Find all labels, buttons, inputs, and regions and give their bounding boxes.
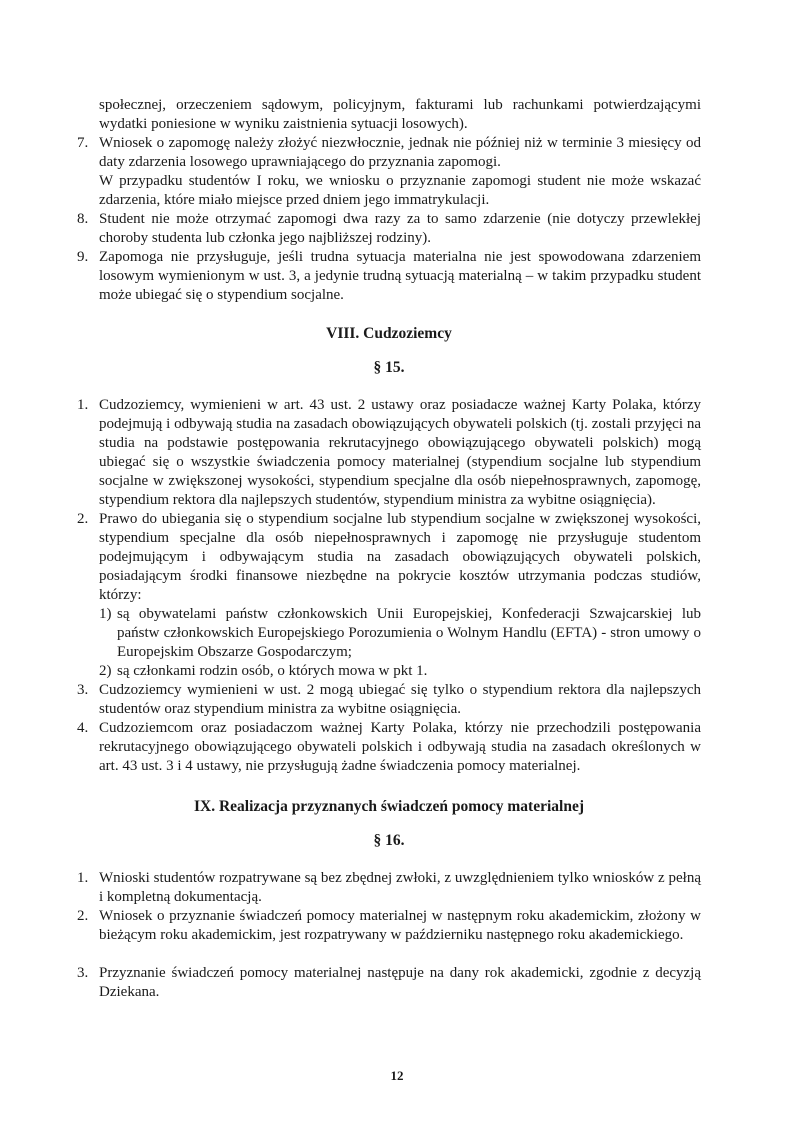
item-number: 8. xyxy=(77,211,89,227)
sub-item-number: 2) xyxy=(99,663,112,679)
list-item-1 xyxy=(77,396,701,510)
list-item-4 xyxy=(77,719,701,776)
document-page xyxy=(77,96,701,1002)
list-item-3 xyxy=(77,964,701,1002)
item-text: Zapomoga nie przysługuje, jeśli trudna sytuacja materialna nie jest spowodowana zdarzeniem losowym wymienionym w ust. 3, a jedynie trudną sytuacją materialną – w takim przypadku student może ubiegać się o stypendium socjalne. xyxy=(99,249,701,303)
item-number: 1. xyxy=(77,870,89,886)
item-text: Prawo do ubiegania się o stypendium socjalne lub stypendium socjalne w zwiększonej wysokości, stypendium specjalne dla osób niepełnosprawnych i zapomogę nie przysługuje studentom podejmującym i odbywającym studia na zasadach obowiązujących obywateli polskich, posiadającym środki finansowe niezbędne na pokrycie kosztów utrzymania podczas studiów, którzy: xyxy=(99,511,701,603)
sub-item-text: są obywatelami państw członkowskich Unii Europejskiej, Konfederacji Szwajcarskiej lub państw członkowskich Europejskiego Porozumienia o Wolnym Handlu (EFTA) - stron umowy o Europejskim Obszarze Gospodarczym; xyxy=(117,606,701,660)
item-text: Przyznanie świadczeń pomocy materialnej następuje na dany rok akademicki, zgodnie z decyzją Dziekana. xyxy=(99,965,701,1000)
list-item-9 xyxy=(77,248,701,305)
item-text: W przypadku studentów I roku, we wniosku o przyznanie zapomogi student nie może wskazać zdarzenia, które miało miejsce przed dniem jego immatrykulacji. xyxy=(99,173,701,208)
sub-item-2 xyxy=(77,662,701,681)
list-item-7-continuation xyxy=(77,172,701,210)
paragraph-symbol: § 16. xyxy=(373,832,405,849)
item-text: Cudzoziemcy, wymienieni w art. 43 ust. 2 ustawy oraz posiadacze ważnej Karty Polaka, którzy podejmują i odbywają studia na zasadach obowiązujących obywateli polskich (tj. zostali przyjęci na studia na podstawie postępowania rekrutacyjnego obowiązującego obywateli polskich) mogą ubiegać się o wszystkie świadczenia pomocy materialnej (stypendium socjalne lub stypendium socjalne w zwiększonej wysokości, stypendium specjalne dla osób niepełnosprawnych, zapomogę, stypendium rektora dla najlepszych studentów, stypendium ministra za wybitne osiągnięcia). xyxy=(99,397,701,508)
item-number: 9. xyxy=(77,249,89,265)
sub-item-1 xyxy=(77,605,701,662)
sub-item-text: są członkami rodzin osób, o których mowa w pkt 1. xyxy=(117,663,428,679)
list-item-1 xyxy=(77,869,701,907)
item-number: 1. xyxy=(77,397,89,413)
item-text: Cudzoziemcy wymienieni w ust. 2 mogą ubiegać się tylko o stypendium rektora dla najlepszych studentów oraz stypendium ministra za wybitne osiągnięcia. xyxy=(99,682,701,717)
list-item-2 xyxy=(77,510,701,605)
list-item-3 xyxy=(77,681,701,719)
item-text: Wnioski studentów rozpatrywane są bez zbędnej zwłoki, z uwzględnieniem tylko wniosków z pełną i kompletną dokumentacją. xyxy=(99,870,701,905)
item-text: Wniosek o zapomogę należy złożyć niezwłocznie, jednak nie później niż w terminie 3 miesięcy od daty zdarzenia losowego uprawniającego do przyznania zapomogi. xyxy=(99,135,701,170)
page-number: 12 xyxy=(390,1068,404,1083)
item-number: 4. xyxy=(77,720,89,736)
item-number: 2. xyxy=(77,511,89,527)
section-heading: VIII. Cudzoziemcy xyxy=(326,325,452,342)
list-item-2 xyxy=(77,907,701,945)
item-number: 2. xyxy=(77,908,89,924)
item-text: Student nie może otrzymać zapomogi dwa razy za to samo zdarzenie (nie dotyczy przewlekłej choroby studenta lub członka jego najbliższej rodziny). xyxy=(99,211,701,246)
item-number: 7. xyxy=(77,135,89,151)
item-number: 3. xyxy=(77,965,89,981)
sub-item-number: 1) xyxy=(99,606,112,622)
intro-paragraph: społecznej, orzeczeniem sądowym, policyjnym, fakturami lub rachunkami potwierdzającymi wydatki poniesione w wyniku zaistnienia sytuacji losowych). xyxy=(99,97,701,132)
section-heading: IX. Realizacja przyznanych świadczeń pomocy materialnej xyxy=(193,798,584,815)
item-text: Wniosek o przyznanie świadczeń pomocy materialnej w następnym roku akademickim, złożony w bieżącym roku akademickim, jest rozpatrywany w październiku następnego roku akademickiego. xyxy=(99,908,701,943)
item-text: Cudzoziemcom oraz posiadaczom ważnej Karty Polaka, którzy nie przechodzili postępowania rekrutacyjnego obowiązującego obywateli polskich i odbywają studia na zasadach określonych w art. 43 ust. 3 i 4 ustawy, nie przysługują żadne świadczenia pomocy materialnej. xyxy=(99,720,701,774)
list-item-8 xyxy=(77,210,701,248)
list-item-7 xyxy=(77,134,701,172)
item-number: 3. xyxy=(77,682,89,698)
paragraph-symbol: § 15. xyxy=(373,359,405,376)
